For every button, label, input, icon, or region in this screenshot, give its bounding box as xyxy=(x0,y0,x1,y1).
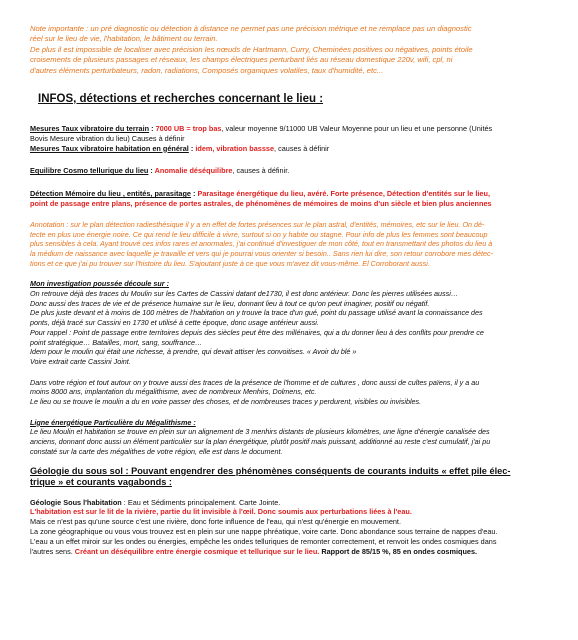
region-line: moins 8000 ans, implantation du mégalithisme, avec de nombreux Menhirs, Dolmens, etc. xyxy=(30,387,317,397)
geologie-title: Géologie du sous sol : Pouvant engendrer des phénomènes conséquents de courants induits « effet pile élec- xyxy=(30,465,511,476)
investigation-line: Voire extrait carte Cassini Joint. xyxy=(30,356,131,366)
annotation-line: Annotation : sur le plan détection radiesthésique il y a en effet de fortes présences sur le plan astral, d'entités, mémoires, etc sur le lieu. On dé- xyxy=(30,219,485,229)
geologie-ratio-text: Rapport de 85/15 %, 85 en ondes cosmiques. xyxy=(319,546,478,556)
geologie-red-line: L'habitation est sur le lit de la rivière, partie du lit invisible à l'œil. Donc soumis aux perturbations liées à l'eau. xyxy=(30,507,412,517)
geologie-line: La zone géographique ou vous vous trouvez est en plein sur une nappe phréatique, voire carte. Donc abondance sous terraine de nappes d'eau. xyxy=(30,526,498,536)
equilibre-rest: , causes à définir. xyxy=(232,166,290,176)
investigation-line: ponts, déjà tracé sur Cassini en 1730 et utilisé à cette époque, donc usage antérieur aussi. xyxy=(30,318,319,328)
detection-block xyxy=(30,189,570,209)
investigation-line: Pour rappel : Point de passage entre territoires depuis des siècles peut être des millénaires, qui a du donner lieu à des conflits pour prendre ce xyxy=(30,327,484,337)
mesures-line xyxy=(30,124,570,134)
mesure-terrain-label: Mesures Taux vibratoire du terrain xyxy=(30,124,150,134)
geologie-sous-label: Géologie Sous l'habitation xyxy=(30,497,122,507)
investigation-block xyxy=(30,279,570,366)
detection-value-cont: point de passage entre plans, présence de portes astrales, de phénomènes de mémoires de moins d'un siècle et bien plus anciennes xyxy=(30,199,492,209)
region-block xyxy=(30,378,570,407)
region-line: Le lieu ou se trouve le moulin a du en voire passer des choses, et de nombreuses traces y perdurent, visibles ou invisibles. xyxy=(30,397,422,407)
important-note xyxy=(30,0,570,76)
geologie-line: Mais ce n'est pas qu'une source c'est une rivière, donc forte influence de l'eau, qui n'est qu'énergie en mouvement. xyxy=(30,517,401,527)
ligne-line: anciens, donnant donc aussi un élément particulier sur la plan énergétique, plutôt positif mais puissant, additionné au reste c'est cumulatif, j'ai pu xyxy=(30,437,491,447)
geologie-title-cont: trique » et courants vagabonds : xyxy=(30,477,172,488)
ligne-line: Le lieu Moulin et habitation se trouve en plein sur un alignement de 3 menhirs distants de plusieurs kilomètres, une ligne d'énergie canalisée des xyxy=(30,427,490,437)
separator: : xyxy=(190,189,198,199)
annotation-line: la médium de naissance avec laquelle je travaille et vers qui je pourrai vous orienter si besoin.. Sans rien lui dire, son retour corrobore mes détec- xyxy=(30,248,494,258)
section-heading xyxy=(30,93,570,105)
investigation-line: On retrouve déjà des traces du Moulin sur les Cartes de Cassini datant de1730, il est donc antérieur. Donc les pierres utilisées aussi… xyxy=(30,289,459,299)
equilibre-block xyxy=(30,166,570,176)
separator: : xyxy=(148,166,155,176)
mesures-block xyxy=(30,124,570,153)
geologie-heading xyxy=(30,466,570,489)
mesures-line: Bovis Mesure vibration du lieu) Causes à définir xyxy=(30,133,185,143)
mesure-habitation-rest: , causes à définir xyxy=(274,143,330,153)
region-line: Dans votre région et tout autour on y trouve aussi des traces de la présence de l'homme et de cultures , donc aussi de cultes païens, il y a au xyxy=(30,377,480,387)
geologie-sous-rest: : Eau et Sédiments principalement. Carte Jointe. xyxy=(121,497,281,507)
note-line: Note importante : un pré diagnostic ou détection à distance ne permet pas une précision métrique et ne remplace pas un diagnostic xyxy=(30,24,472,33)
annotation-block xyxy=(30,220,570,269)
detection-value: Parasitage énergétique du lieu, avéré. Forte présence, Détection d'entités sur le lieu, xyxy=(197,189,490,199)
detection-line xyxy=(30,189,570,199)
mesures-line xyxy=(30,144,570,154)
note-line: De plus il est impossible de localiser avec précision les nœuds de Hartmann, Curry, Cheminées positives ou négatives, points étoile xyxy=(30,44,473,54)
separator: : xyxy=(149,124,156,134)
ligne-line: constaté sur la carte des mégalithes de votre région, elle est dans le document. xyxy=(30,446,283,456)
ligne-block xyxy=(30,418,570,457)
equilibre-value: Anomalie déséquilibre xyxy=(154,166,233,176)
annotation-line: tions et ce que j'ai pu trouver sur l'histoire du lieu. S'ajoutant juste à ce que vous m'avez dit vous-même. El Corroborant aussi. xyxy=(30,258,430,268)
investigation-line: Idem pour le moulin qui était une richesse, à prendre, qui devait attiser les convoitises. « Avoir du blé » xyxy=(30,347,357,357)
geologie-red-text: Créant un déséquilibre entre énergie cosmique et tellurique sur le lieu. xyxy=(74,546,320,556)
detection-label: Détection Mémoire du lieu , entités, parasitage xyxy=(30,189,191,199)
investigation-line: De plus juste devant et à moins de 100 mètres de l'habitation on y trouve la trace d'un gué, point du passage utilisé avant la connaissance des xyxy=(30,308,483,318)
geologie-line xyxy=(30,547,570,557)
heading-text: INFOS, détections et recherches concernant le lieu : xyxy=(38,93,324,106)
equilibre-label: Equilibre Cosmo tellurique du lieu xyxy=(30,166,149,176)
note-line: croisements de plusieurs passages et réseaux, les champs électriques perturbant liés au réseau domestique 220v, wifi, cpl, ni xyxy=(30,55,453,65)
geologie-text: l'autres sens. xyxy=(30,546,75,556)
ligne-title: Ligne énergétique Particulière du Mégalithisme : xyxy=(30,417,196,427)
investigation-title: Mon investigation poussée découle sur : xyxy=(30,279,169,289)
geologie-sous-line xyxy=(30,498,570,508)
geologie-line: L'eau a un effet miroir sur les ondes ou énergies, empêche les ondes telluriques de remonter correctement, et renvoit les ondes cosmiques dans xyxy=(30,536,497,546)
investigation-line: point stratégique… Batailles, mort, sang, souffrance… xyxy=(30,337,203,347)
mesure-terrain-value: 7000 UB = trop bas xyxy=(155,124,222,134)
separator: : xyxy=(188,143,196,153)
investigation-line: Donc aussi des traces de vie et de présence humaine sur le lieu, donnant lieu à tout ce qu'on peut imaginer, positif ou négatif. xyxy=(30,298,430,308)
note-line: d'autres éléments perturbateurs, radon, radiations, Composés organiques volatiles, taux d'humidité, etc... xyxy=(30,65,384,75)
note-line: réel sur le lieu de vie, l'habitation, le bâtiment ou terrain. xyxy=(30,34,218,44)
mesure-habitation-label: Mesures Taux vibratoire habitation en général xyxy=(30,143,189,153)
mesure-terrain-rest: , valeur moyenne 9/11000 UB Valeur Moyenne pour un lieu et une personne (Unités xyxy=(221,124,493,134)
geologie-block xyxy=(30,498,570,557)
annotation-line: plus sensibles à cela. Ayant trouvé ces infos rares et anormales, j'ai continué d'investiguer de mon côté, tout en transmettant des photos du lieu à xyxy=(30,239,493,249)
mesure-habitation-value: idem, vibration bassse xyxy=(195,143,275,153)
annotation-line: tecte en plus une énergie noire. Ce qui rend le lieu difficile à vivre, surtout si on y habite ou stagne. Pour info de plus les femmes sont beaucoup xyxy=(30,229,488,239)
